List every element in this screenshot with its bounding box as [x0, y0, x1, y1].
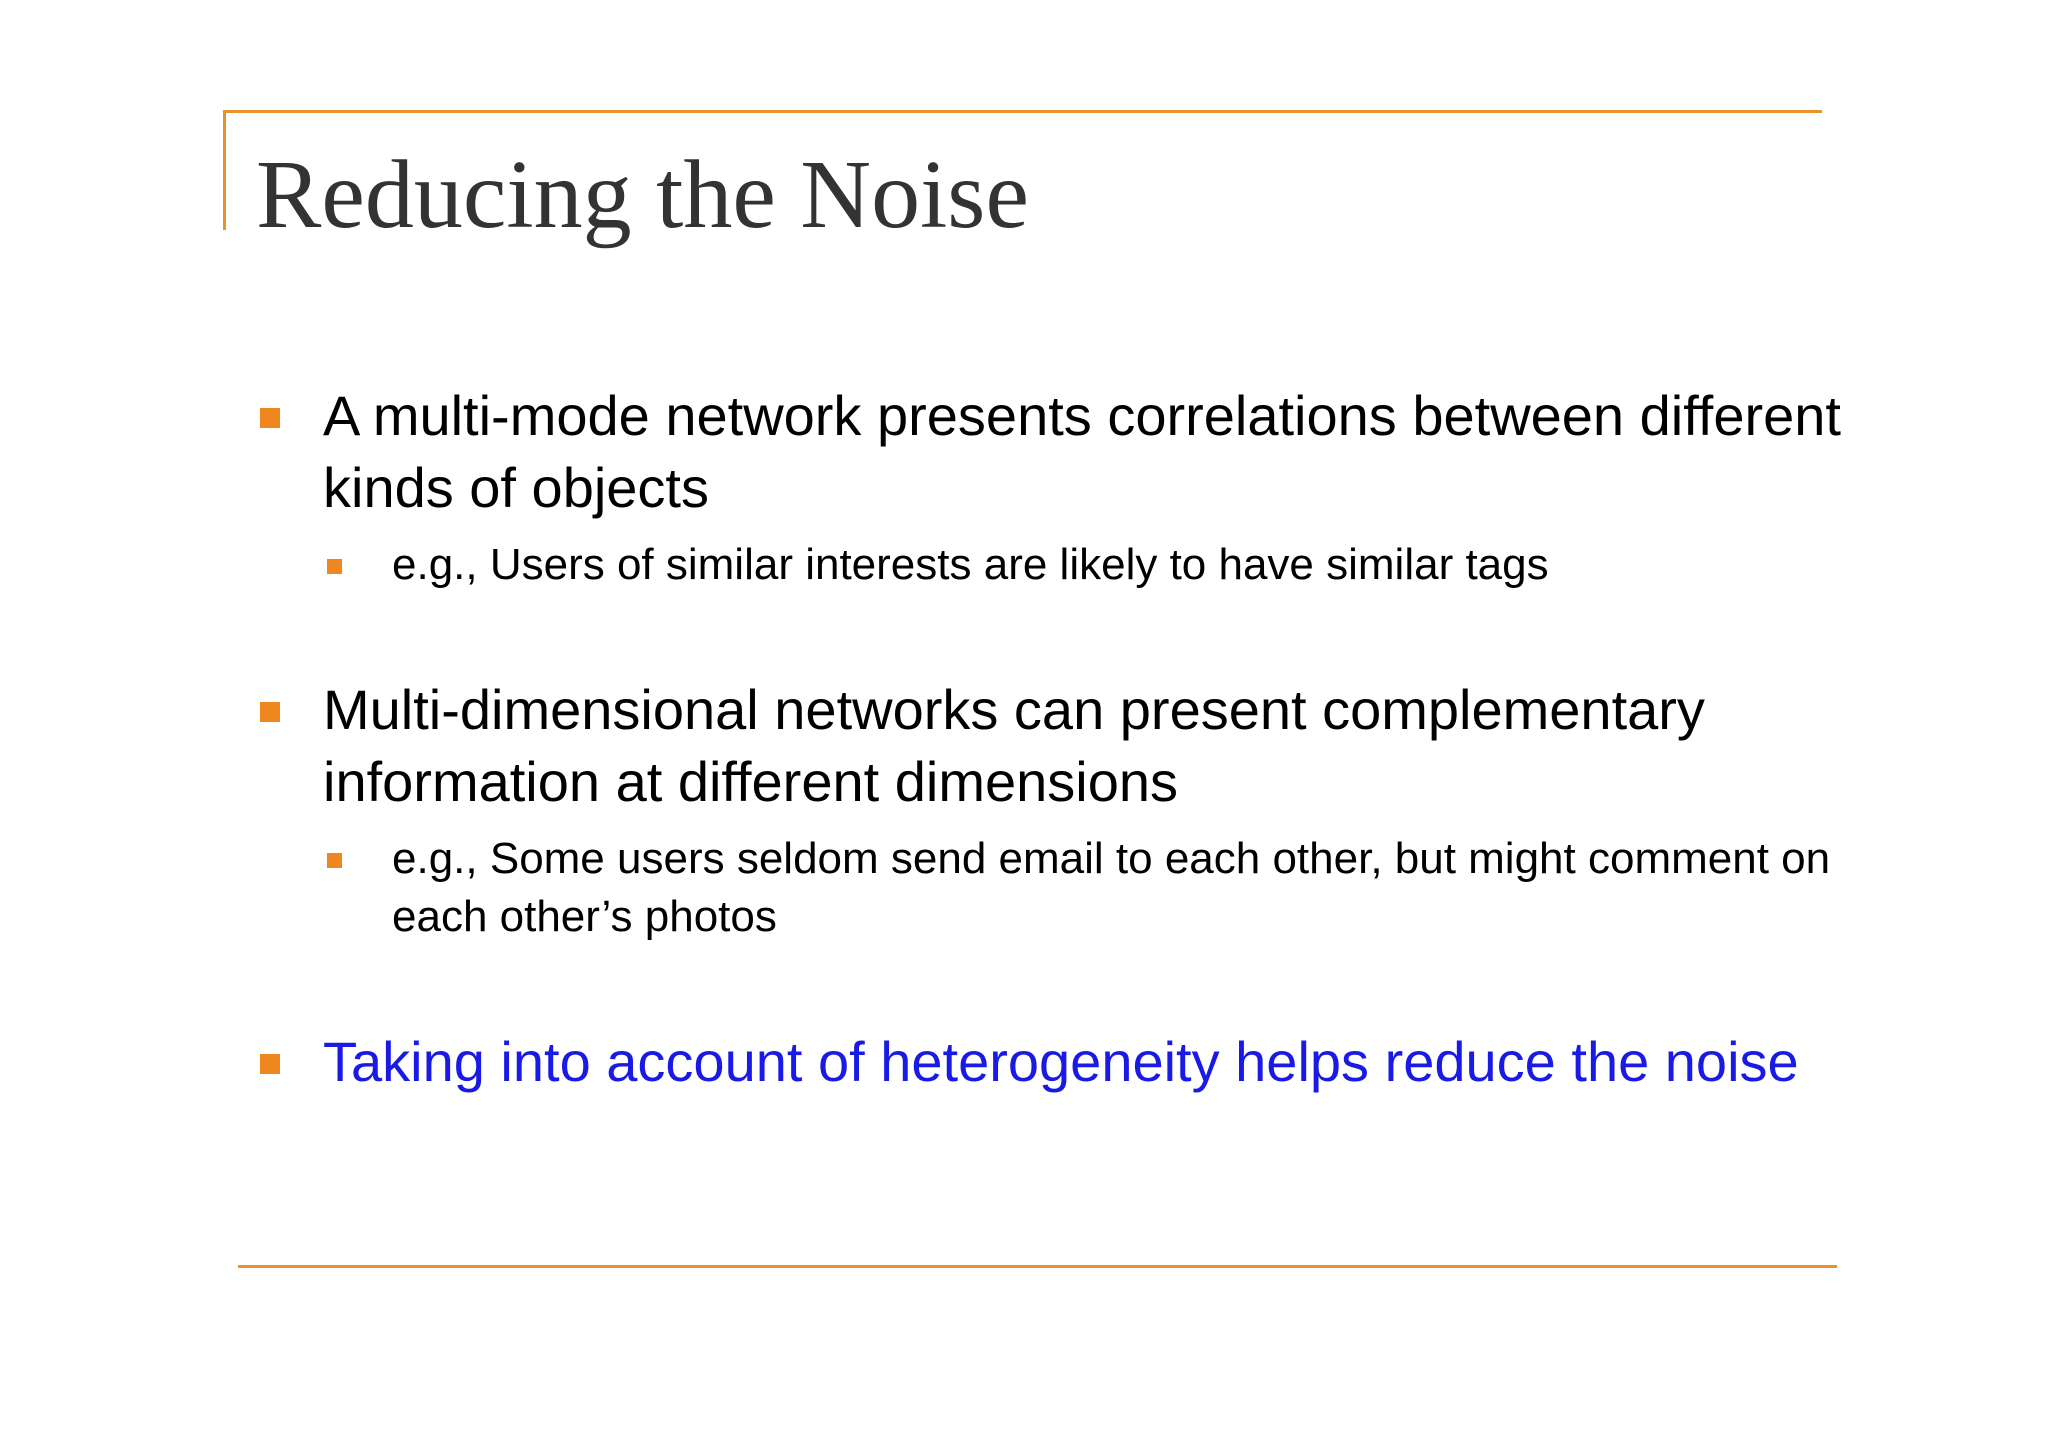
slide-title: Reducing the Noise — [256, 141, 1029, 249]
left-rule — [223, 110, 226, 230]
bullet-3 — [256, 1026, 1876, 1098]
square-bullet-icon — [260, 408, 280, 428]
square-bullet-icon — [260, 1054, 280, 1074]
square-bullet-icon — [260, 702, 280, 722]
sub-bullet-2-1-text: e.g., Some users seldom send email to each other, but might comment on each other’s photos — [392, 834, 1831, 941]
slide-content — [256, 380, 1876, 1098]
bullet-1 — [256, 380, 1876, 524]
bullet-2 — [256, 674, 1876, 818]
sub-bullet-1-1 — [323, 536, 1876, 594]
bottom-rule — [238, 1265, 1837, 1268]
square-bullet-icon — [327, 853, 342, 868]
top-rule — [223, 110, 1822, 113]
square-bullet-icon — [327, 559, 342, 574]
sub-bullet-2-1 — [323, 830, 1876, 946]
sub-bullet-1-1-text: e.g., Users of similar interests are likely to have similar tags — [392, 540, 1549, 589]
bullet-2-text: Multi-dimensional networks can present complementary information at different dimensions — [323, 678, 1705, 813]
bullet-3-text: Taking into account of heterogeneity helps reduce the noise — [323, 1030, 1799, 1093]
bullet-1-text: A multi-mode network presents correlations between different kinds of objects — [323, 384, 1841, 519]
